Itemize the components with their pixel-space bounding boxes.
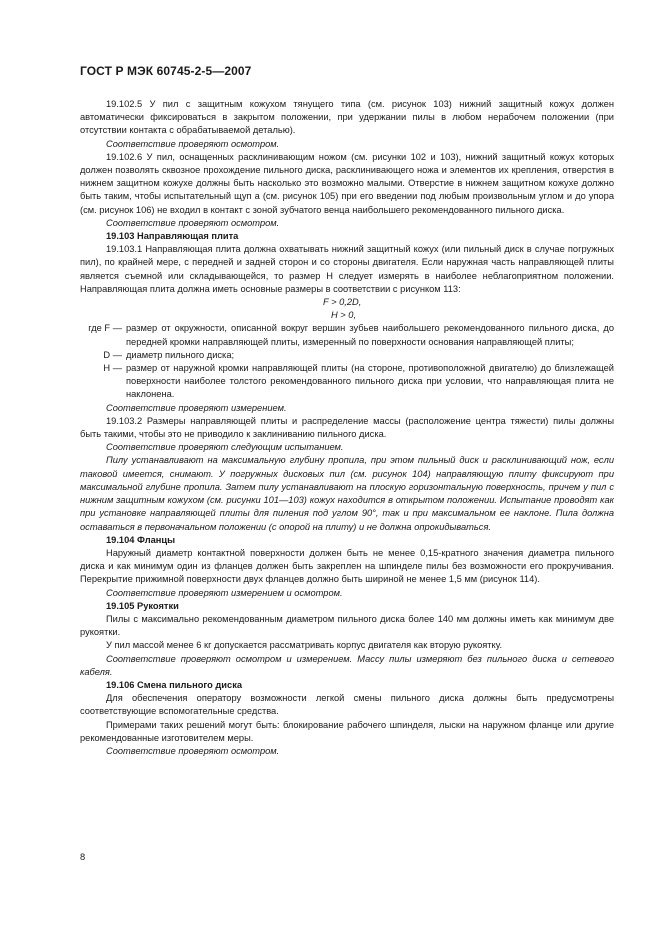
compliance-note: Соответствие проверяют следующим испытанием.	[106, 442, 344, 453]
formula-h: H > 0,	[331, 310, 357, 321]
test-procedure: Пилу устанавливают на максимальную глубину пропила, при этом пильный диск и расклинивающий нож, если таковой имеется, снимают. У погружных дисковых пил (см. рисунок 104) направляющую плиту фиксируют при максимальной глубине пропила. Затем пилу устанавливают на плоскую горизонтальную поверхность, причем у пил с нижним защитным кожухом (см. рисунки 101—103) кожух находится в открытом положении. Испытание проводят как при установке направляющей плиты для пиления под углом 90°, так и при максимальном ее наклоне. Пила должна оставаться в первоначальном положении (с опорой на плиту) и не должна опрокидываться.	[80, 455, 614, 532]
document-header: ГОСТ Р МЭК 60745-2-5—2007	[80, 64, 252, 78]
definition-text: размер от окружности, описанной вокруг вершин зубьев наибольшего рекомендованного пильного диска, до передней кромки направляющей плиты, измеренный по поверхности основания направляющей плиты;	[126, 323, 614, 347]
section-heading-19-106: 19.106 Смена пильного диска	[106, 679, 243, 690]
definition-text: размер от наружной кромки направляющей плиты (на стороне, противоположной двигателю) до близлежащей поверхности наиболее толстого рекомендованного пильного диска при условии, что направляющая плита не наклонена.	[126, 363, 614, 400]
section-heading-19-103: 19.103 Направляющая плита	[106, 231, 239, 242]
definition-text: диаметр пильного диска;	[126, 349, 235, 360]
section-heading-19-104: 19.104 Фланцы	[106, 534, 176, 545]
definition-label: H —	[103, 363, 122, 374]
definition-label: где F —	[88, 323, 122, 334]
clause-19-105-text: Пилы с максимально рекомендованным диаметром пильного диска более 140 мм должны иметь как минимум две рукоятки.	[80, 613, 614, 638]
compliance-note: Соответствие проверяют осмотром.	[106, 138, 280, 149]
definition-f	[80, 322, 614, 348]
clause-19-103-2: 19.103.2 Размеры направляющей плиты и распределение массы (расположение центра тяжести) пилы должны быть такими, чтобы это не приводило к заклиниванию пильного диска.	[80, 415, 614, 440]
clause-19-102-6: 19.102.6 У пил, оснащенных расклинивающим ножом (см. рисунки 102 и 103), нижний защитный кожух которых должен позволять сквозное прохождение пильного диска, расклинивающего ножа и элементов их крепления, отверстия в нижнем защитном кожухе должны быть насколько это возможно малыми. Отверстие в нижнем защитном кожухе должно быть таким, чтобы испытательный щуп а (см. рисунок 105) при его введении под любым произвольным углом и до упора (см. рисунок 106) не входил в контакт с зоной зубчатого венца наибольшего рекомендованного пильного диска.	[80, 151, 614, 215]
definitions-list	[80, 322, 614, 401]
compliance-note: Соответствие проверяют осмотром.	[106, 217, 280, 228]
clause-19-103-1: 19.103.1 Направляющая плита должна охватывать нижний защитный кожух (или пильный диск в случае погружных пил), по крайней мере, с передней и задней сторон и со стороны двигателя. Если наружная часть направляющей плиты является съемной или складывающейся, то размер H следует измерять в наиболее неблагоприятном положении. Направляющая плита должна иметь основные размеры в соответствии с рисунком 113:	[80, 244, 614, 294]
page-number: 8	[80, 852, 86, 862]
definition-d	[80, 349, 614, 362]
compliance-note: Соответствие проверяют измерением.	[106, 402, 287, 413]
formula-f: F > 0,2D,	[323, 297, 362, 308]
compliance-note: Соответствие проверяют измерением и осмотром.	[106, 587, 343, 598]
definition-label: D —	[103, 349, 122, 360]
clause-19-105-text-2: У пил массой менее 6 кг допускается рассматривать корпус двигателя как вторую рукоятку.	[106, 640, 503, 651]
document-page	[80, 64, 614, 758]
clause-19-106-text: Для обеспечения оператору возможности легкой смены пильного диска должны быть предусмотрены соответствующие вспомогательные средства.	[80, 693, 614, 717]
clause-19-106-text-2: Примерами таких решений могут быть: блокирование рабочего шпинделя, лыски на наружном фланце или другие рекомендованные изготовителем меры.	[80, 719, 614, 743]
formula-block	[80, 296, 614, 322]
compliance-note: Соответствие проверяют осмотром и измерением. Массу пилы измеряют без пильного диска и сетевого кабеля.	[80, 653, 614, 677]
clause-19-104-text: Наружный диаметр контактной поверхности должен быть не менее 0,15-кратного значения диаметра пильного диска и как минимум один из фланцев должен быть закреплен на шпинделе пилы без возможности его прокручивания. Перекрытие прижимной поверхности двух фланцев должно быть шириной не менее 1,5 мм (рисунок 114).	[80, 547, 614, 585]
section-heading-19-105: 19.105 Рукоятки	[106, 600, 179, 611]
definition-h	[80, 362, 614, 402]
clause-19-102-5: 19.102.5 У пил с защитным кожухом тянущего типа (см. рисунок 103) нижний защитный кожух должен автоматически фиксироваться в закрытом положении, при удержании пилы в любом нерабочем положении (при отсутствии контакта с обрабатываемой деталью).	[80, 99, 614, 136]
compliance-note: Соответствие проверяют осмотром.	[106, 745, 280, 756]
